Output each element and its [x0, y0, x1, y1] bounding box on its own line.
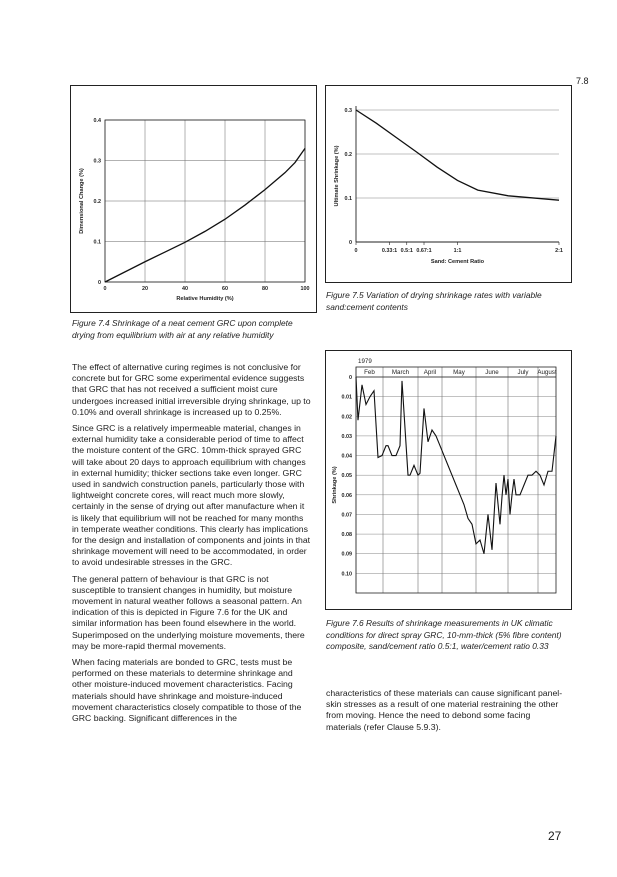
x-tick-label: 0	[354, 248, 358, 254]
month-label: June	[485, 369, 499, 376]
y-tick-label: 0.05	[341, 473, 352, 480]
paragraph: Since GRC is a relatively impermeable material, changes in external humidity take a considerable period of time to affect the moisture content of the GRC. 10mm-thick sprayed GRC will take about 20 days to approach equilibrium with changes in external humidity; thicker sections take even longer. GRC used in sandwich construction panels, particularly those with lightweight concrete cores, will react much more slowly, certainly in the sense of drying out after manufacture when it is likely that equilibrium will not be reached for many months in temperate weather conditions. This clearly has implications for the design and installation of components and joints in that shrinkage movement will need to be accommodated, in order to avoid undesirable stresses in the GRC.	[72, 423, 311, 568]
figure-7-5-chart	[326, 86, 571, 282]
y-tick-label: 0.2	[93, 199, 101, 205]
y-tick-label: 0.01	[341, 394, 352, 401]
paragraph: When facing materials are bonded to GRC, tests must be performed on these materials to determine shrinkage and other moisture-induced movement characteristics. Facing materials should have shrinkage and moisture-induced movement characteristics closely compatible to those of the GRC backing. Significant differences in the	[72, 657, 302, 724]
y-tick-label: 0.07	[341, 512, 352, 519]
body-text-right	[326, 688, 566, 738]
y-tick-label: 0	[349, 375, 352, 381]
month-label: April	[423, 369, 437, 376]
figure-7-5-caption: Figure 7.5 Variation of drying shrinkage rates with variable sand:cement contents	[326, 290, 542, 312]
y-tick-label: 0.08	[341, 532, 352, 539]
y-tick-label: 0	[98, 280, 101, 286]
x-tick-label: 40	[182, 286, 188, 292]
x-axis-label: Relative Humidity (%)	[176, 296, 234, 302]
month-label: August	[537, 369, 557, 376]
section-number: 7.8	[576, 76, 589, 86]
shrinkage-curve	[356, 110, 559, 200]
figure-7-6-caption: Figure 7.6 Results of shrinkage measurements in UK climatic conditions for direct spray GRC, 10-mm-thick (5% fibre content) composite, sand/cement ratio 0.5:1, water/cement ratio 0.33	[326, 618, 562, 651]
y-tick-label: 0.06	[341, 492, 352, 499]
figure-7-5-frame	[325, 85, 572, 283]
y-tick-label: 0.3	[344, 108, 352, 114]
x-tick-label: 80	[262, 286, 268, 292]
x-tick-label: 0	[103, 286, 107, 292]
month-label: May	[453, 369, 465, 376]
x-axis-label: Sand: Cement Ratio	[430, 259, 485, 265]
figure-7-4-caption: Figure 7.4 Shrinkage of a neat cement GRC upon complete drying from equilibrium with air at any relative humidity	[72, 318, 293, 340]
month-label: Feb	[364, 369, 375, 376]
shrinkage-series-line	[356, 377, 556, 554]
month-label: March	[391, 369, 410, 376]
month-label: July	[517, 369, 529, 376]
x-tick-label: 0.33:1	[381, 248, 398, 254]
y-tick-label: 0.02	[341, 414, 352, 421]
figure-7-4-chart	[71, 86, 316, 312]
paragraph: characteristics of these materials can cause significant panel-skin stresses as a result of one material restraining the other from moving. Hence the need to debond some facing materials (refer Clause 5.9.3).	[326, 688, 563, 732]
paragraph: The effect of alternative curing regimes is not conclusive for concrete but for GRC some experimental evidence suggests that GRC that has not received a sufficient moist cure undergoes increased initial irreversible drying shrinkage, up to 0.10% and overall shrinkage is increased up to 0.25%.	[72, 362, 311, 417]
paragraph: The general pattern of behaviour is that GRC is not susceptible to transient changes in humidity, but moisture movement in natural weather follows a seasonal pattern. An indication of this is depicted in Figure 7.6 for the UK and similar information has been found elsewhere in the world. Superimposed on the underlying moisture movements, there may be more-rapid thermal movements.	[72, 573, 305, 651]
y-tick-label: 0.4	[93, 118, 101, 124]
y-tick-label: 0	[349, 240, 352, 246]
figure-7-6-chart	[326, 351, 571, 609]
y-tick-label: 0.1	[93, 239, 101, 246]
y-axis-label: Ultimate Shrinkage (%)	[334, 145, 340, 207]
y-tick-label: 0.1	[344, 196, 352, 202]
x-tick-label: 60	[222, 286, 228, 292]
shrinkage-curve	[105, 148, 305, 282]
x-tick-label: 0.5:1	[400, 248, 413, 254]
year-label: 1979	[358, 358, 372, 365]
figure-7-4-frame	[70, 85, 317, 313]
figure-7-6-frame	[325, 350, 572, 610]
y-tick-label: 0.10	[341, 571, 352, 578]
y-axis-label: Dimensional Change (%)	[79, 168, 85, 234]
y-tick-label: 0.03	[341, 433, 352, 440]
body-text-left	[72, 362, 312, 729]
x-tick-label: 1:1	[453, 248, 462, 254]
x-tick-label: 2:1	[555, 248, 563, 254]
x-tick-label: 0.67:1	[416, 248, 432, 254]
y-tick-label: 0.3	[93, 158, 101, 165]
page-number: 27	[548, 829, 562, 843]
x-tick-label: 100	[300, 286, 310, 292]
y-axis-label: Shrinkage (%)	[332, 466, 338, 504]
y-tick-label: 0.04	[341, 453, 352, 460]
x-tick-label: 20	[142, 286, 148, 292]
y-tick-label: 0.09	[341, 551, 352, 558]
y-tick-label: 0.2	[344, 152, 352, 158]
